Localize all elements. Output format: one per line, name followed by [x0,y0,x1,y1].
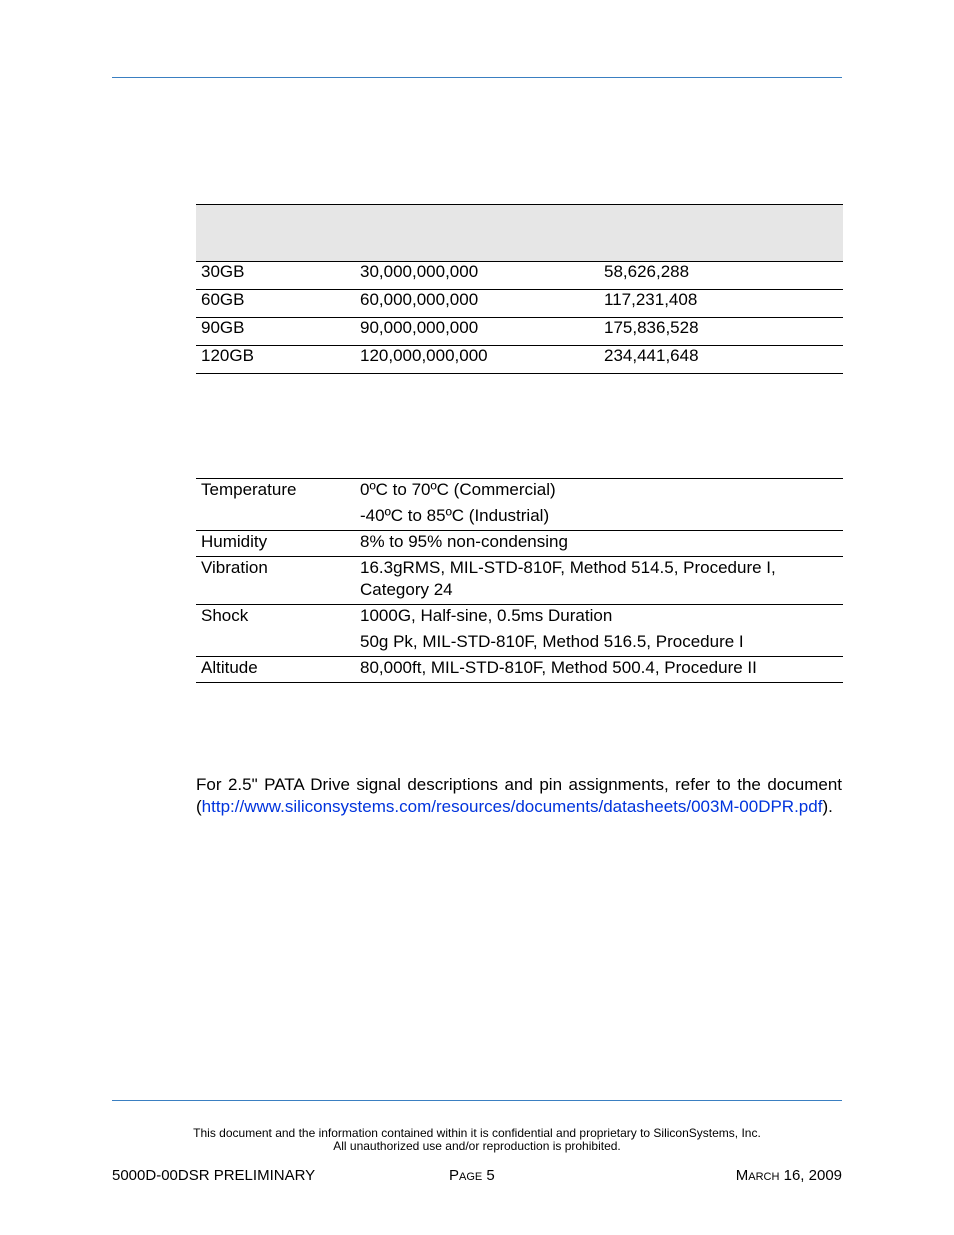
footer-rule [112,1100,842,1101]
temperature-commercial: 0ºC to 70ºC (Commercial) [360,480,556,499]
table-row [196,531,843,557]
humidity-value: 8% to 95% non-condensing [360,532,568,551]
capacity-cell: 120GB [196,346,355,374]
page-number [449,1167,495,1184]
spec-label: Shock [196,605,355,657]
spec-value [355,557,843,605]
sectors-cell: 234,441,648 [599,346,843,374]
document-id: 5000D-00DSR PRELIMINARY [112,1167,316,1184]
spec-value [355,479,843,531]
spec-value [355,531,843,557]
confidentiality-notice [0,1127,954,1153]
spec-label: Vibration [196,557,355,605]
document-date [736,1167,842,1184]
capacity-cell: 30GB [196,262,355,290]
temperature-industrial: -40ºC to 85ºC (Industrial) [360,506,550,525]
table-row [196,479,843,531]
header-rule [112,77,842,78]
bytes-cell: 30,000,000,000 [355,262,599,290]
bytes-cell: 90,000,000,000 [355,318,599,346]
capacity-cell: 90GB [196,318,355,346]
capacity-table [196,204,843,374]
pin-assignment-paragraph [196,774,842,818]
vibration-value: 16.3gRMS, MIL-STD-810F, Method 514.5, Procedure I, Category 24 [360,558,776,599]
sectors-cell: 58,626,288 [599,262,843,290]
date-smallcaps: ARCH [748,1171,780,1183]
table-row [196,262,843,290]
page-prefix: P [449,1167,460,1184]
spec-value [355,605,843,657]
paragraph-text-end: ). [822,797,833,816]
page-value: 5 [486,1167,495,1184]
table-row [196,318,843,346]
table-row [196,657,843,683]
environmental-table [196,478,843,683]
spec-label: Altitude [196,657,355,683]
bytes-cell: 120,000,000,000 [355,346,599,374]
spec-value [355,657,843,683]
capacity-table-header [196,205,843,262]
date-rest: 16, 2009 [783,1167,842,1184]
spec-label: Temperature [196,479,355,531]
page-smallcaps: AGE [459,1171,483,1183]
table-row [196,605,843,657]
table-row [196,346,843,374]
sectors-cell: 175,836,528 [599,318,843,346]
spec-label: Humidity [196,531,355,557]
datasheet-link[interactable]: http://www.siliconsystems.com/resources/documents/datasheets/003M-00DPR.pdf [201,797,823,816]
table-row [196,557,843,605]
paragraph-text: For 2.5" PATA Drive signal descriptions and pin assignments, refer to the document ( [196,775,842,816]
altitude-value: 80,000ft, MIL-STD-810F, Method 500.4, Procedure II [360,658,757,677]
date-prefix: M [735,1167,749,1184]
bytes-cell: 60,000,000,000 [355,290,599,318]
shock-value-2: 50g Pk, MIL-STD-810F, Method 516.5, Procedure I [360,632,744,651]
sectors-cell: 117,231,408 [599,290,843,318]
notice-line-2: All unauthorized use and/or reproduction is prohibited. [333,1139,621,1153]
capacity-cell: 60GB [196,290,355,318]
notice-line-1: This document and the information contained within it is confidential and proprietary to SiliconSystems, Inc. [193,1126,761,1140]
shock-value-1: 1000G, Half-sine, 0.5ms Duration [360,606,613,625]
table-row [196,290,843,318]
